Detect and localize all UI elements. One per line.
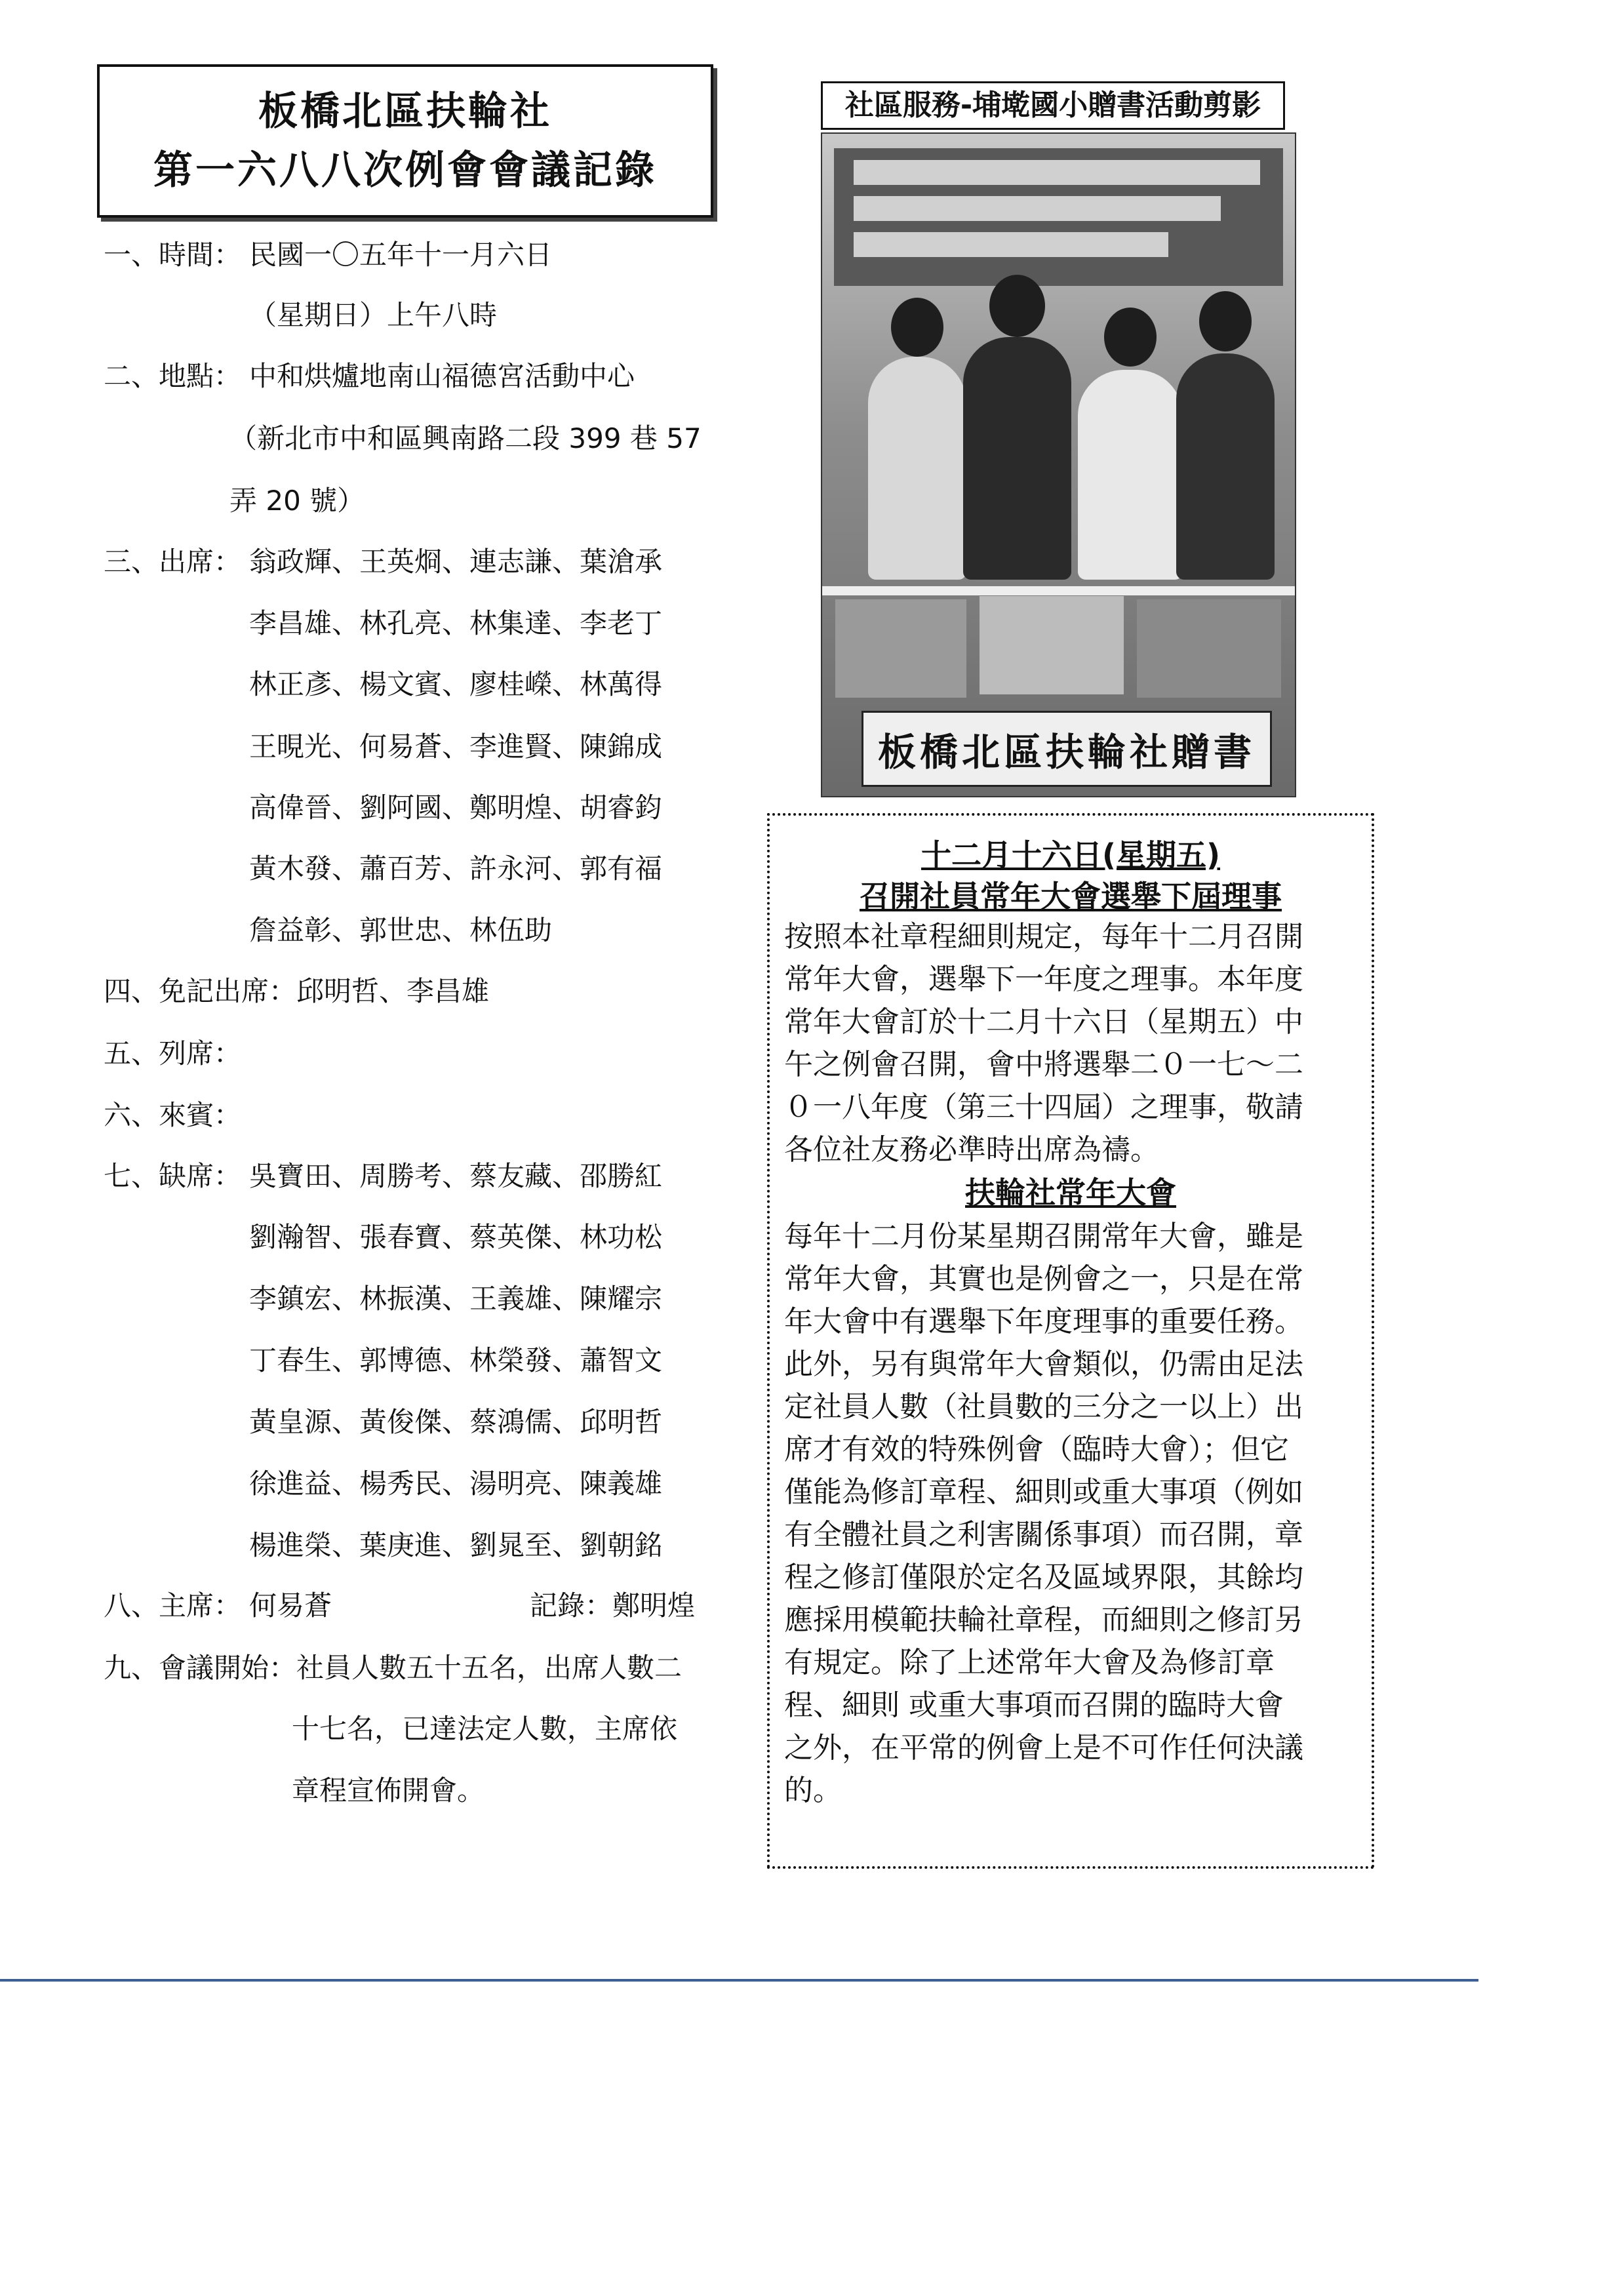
notice-paragraph-line: 午之例會召開，會中將選舉二０一七～二 [784,1048,1303,1081]
photo-person [1176,353,1275,580]
notice-paragraph-line: ０一八年度（第三十四屆）之理事，敬請 [784,1090,1303,1124]
notice-paragraph-line: 每年十二月份某星期召開常年大會，雖是 [784,1220,1303,1253]
meeting-title: 第一六八八次例會會議記錄 [153,148,657,193]
notice-paragraph-line: 之外，在平常的例會上是不可作任何決議 [784,1731,1303,1765]
notice-paragraph-line: 程、細則 或重大事項而召開的臨時大會 [784,1688,1284,1722]
photo-person-head [989,275,1045,337]
absent-line: 劉瀚智、張春寶、蔡英傑、林功松 [249,1221,663,1253]
photo-person [963,337,1071,580]
opening-line: 十七名，已達法定人數，主席依 [292,1713,678,1745]
exempt-row [104,972,726,1010]
photo-person [1078,370,1183,580]
opening-line: 社員人數五十五名，出席人數二 [296,1652,683,1684]
time-value: 民國一〇五年十一月六日 [249,239,553,271]
absent-line: 吳寶田、周勝考、蔡友藏、邵勝紅 [249,1160,663,1192]
club-name: 板橋北區扶輪社 [258,89,552,134]
time-label: 一、時間： [104,239,242,271]
notice-paragraph-line: 常年大會訂於十二月十六日（星期五）中 [784,1005,1303,1039]
guests-row [104,1096,726,1134]
title-box [97,64,713,218]
notice-paragraph-line: 的。 [784,1774,842,1807]
clerk-record: 記錄：鄭明煌 [530,1589,696,1622]
opening-line: 章程宣佈開會。 [292,1774,485,1806]
notice-paragraph-line: 席才有效的特殊例會（臨時大會）；但它 [784,1433,1289,1466]
photo-caption: 社區服務-埔墘國小贈書活動剪影 [821,81,1285,130]
exempt-value: 邱明哲、李昌雄 [296,975,490,1007]
guests-label: 六、來賓： [104,1099,242,1131]
photo-person-head [891,298,943,357]
photo-person [868,357,966,580]
attend-line: 翁政輝、王英烱、連志謙、葉滄承 [249,546,663,578]
notice-election-heading: 召開社員常年大會選舉下屆理事 [860,879,1282,914]
footer-divider [0,1979,1478,1982]
event-photo [821,132,1296,797]
photo-banner-text-bar [854,160,1260,185]
notice-paragraph-line: 有全體社員之利害關係事項）而召開，章 [784,1518,1303,1551]
absent-line: 李鎮宏、林振漢、王義雄、陳耀宗 [249,1283,663,1315]
notice-paragraph-line: 僅能為修訂章程、細則或重大事項（例如 [784,1475,1303,1509]
absent-line: 楊進榮、葉庚進、劉晁至、劉朝銘 [249,1529,663,1561]
notice-paragraph-line: 應採用模範扶輪社章程，而細則之修訂另 [784,1603,1303,1637]
photo-books [980,596,1124,694]
opening-row [104,1649,726,1687]
observers-row [104,1035,726,1073]
absent-label: 七、缺席： [104,1160,242,1192]
attend-line: 王晛光、何易蒼、李進賢、陳錦成 [249,730,663,763]
time-value-line2: （星期日）上午八時 [249,299,498,331]
absent-line: 丁春生、郭博德、林榮發、蕭智文 [249,1344,663,1376]
observers-label: 五、列席： [104,1037,242,1069]
exempt-label: 四、免記出席： [104,975,297,1007]
photo-shelf [822,586,1295,595]
notice-paragraph-line: 各位社友務必準時出席為禱。 [784,1133,1159,1167]
attend-line: 林正彥、楊文賓、廖桂嶸、林萬得 [249,668,663,700]
attend-line: 詹益彰、郭世忠、林伍助 [249,914,553,946]
absent-row [104,1157,726,1195]
attend-line: 黃木發、蕭百芳、許永河、郭有福 [249,852,663,885]
time-row [104,236,726,274]
attend-line: 李昌雄、林孔亮、林集達、李老丁 [249,607,663,639]
notice-paragraph-line: 年大會中有選舉下年度理事的重要任務。 [784,1305,1303,1338]
notice-paragraph-line: 程之修訂僅限於定名及區域界限，其餘均 [784,1561,1303,1594]
notice-paragraph-line: 常年大會，選舉下一年度之理事。本年度 [784,963,1303,996]
photo-person-head [1104,308,1157,367]
notice-date-heading: 十二月十六日(星期五) [921,837,1221,873]
photo-banner-text-bar [854,196,1221,221]
photo-person-head [1199,291,1252,351]
photo-books [835,599,966,698]
notice-paragraph-line: 常年大會，其實也是例會之一，只是在常 [784,1262,1303,1296]
chair-value: 何易蒼 [249,1589,332,1622]
notice-paragraph-line: 定社員人數（社員數的三分之一以上）出 [784,1390,1303,1424]
absent-line: 黃皇源、黃俊傑、蔡鴻儒、邱明哲 [249,1406,663,1438]
annual-meeting-notice [767,813,1374,1869]
photo-books [1137,599,1281,698]
chair-label: 八、主席： [104,1589,242,1622]
attend-line: 高偉晉、劉阿國、鄭明煌、胡睿鈞 [249,791,663,824]
photo-donation-sign: 板橋北區扶輪社贈書 [862,711,1272,787]
notice-paragraph-line: 按照本社章程細則規定，每年十二月召開 [784,920,1303,953]
attend-label: 三、出席： [104,546,242,578]
place-address-line1: （新北市中和區興南路二段 399 巷 57 [229,422,702,454]
place-row [104,357,726,395]
photo-banner-text-bar [854,232,1168,257]
absent-line: 徐進益、楊秀民、湯明亮、陳義雄 [249,1467,663,1500]
notice-paragraph-line: 有規定。除了上述常年大會及為修訂章 [784,1646,1275,1679]
opening-label: 九、會議開始： [104,1652,297,1684]
notice-annual-meeting-heading: 扶輪社常年大會 [965,1175,1176,1210]
place-address-line2: 弄 20 號） [229,485,365,517]
place-value: 中和烘爐地南山福德宮活動中心 [249,360,635,392]
attend-row [104,543,726,581]
place-label: 二、地點： [104,360,242,392]
notice-paragraph-line: 此外，另有與常年大會類似，仍需由足法 [784,1347,1303,1381]
